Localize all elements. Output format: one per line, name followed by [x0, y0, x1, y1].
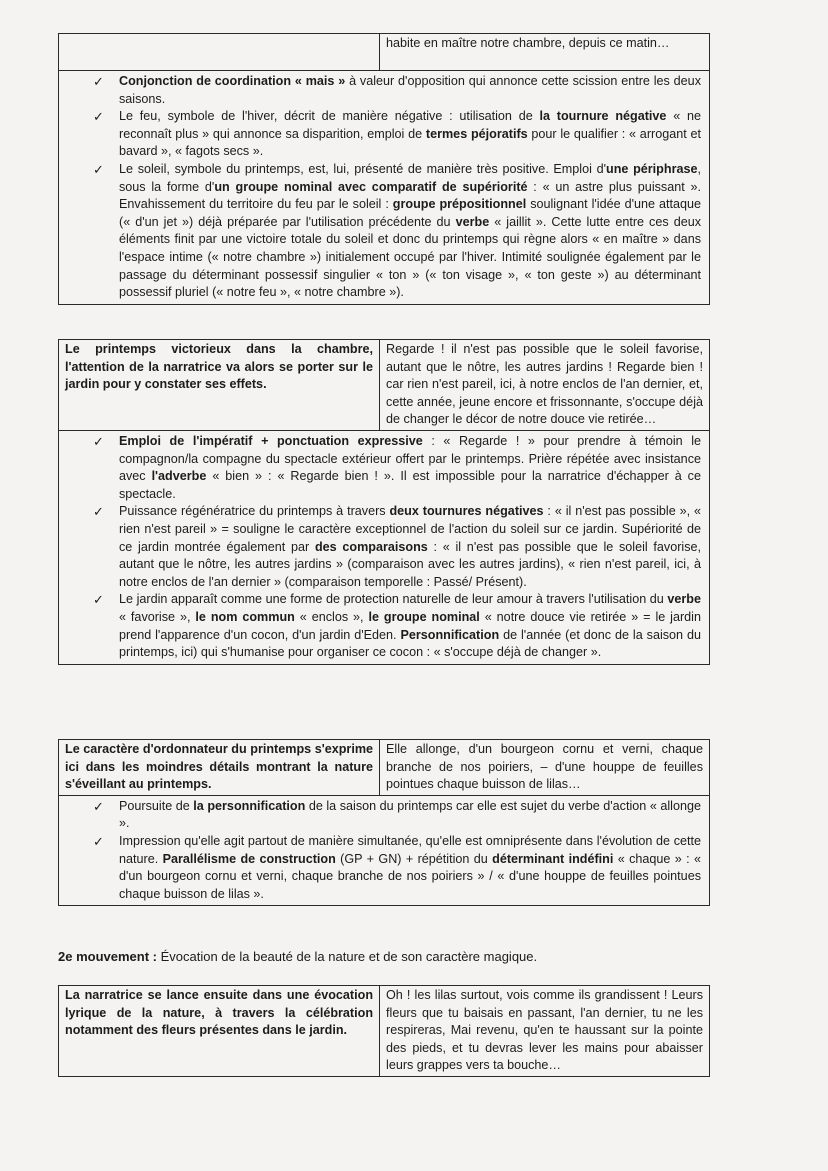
analysis-list: [59, 71, 709, 304]
check-icon: ✓: [93, 833, 104, 849]
section-label: 2e mouvement :: [58, 949, 157, 964]
analysis-text: : « un astre plus puissant ». Envahissement du territoire du feu par le soleil :: [119, 179, 701, 212]
analysis-list: [59, 796, 709, 906]
analysis-list: [59, 431, 709, 664]
emphasis-text: Emploi de l'impératif + ponctuation expressive: [119, 433, 423, 448]
emphasis-text: l'adverbe: [151, 469, 207, 484]
section-heading: [58, 948, 718, 966]
table-row: [59, 34, 709, 71]
analysis-text: , sous la forme d': [119, 161, 701, 194]
analysis-text: : « il n'est pas possible », « rien n'est pareil » = souligne le caractère exceptionnel de l'action du soleil sur ce jardin. Supériorité de ce jardin montrée également par: [119, 504, 701, 554]
analysis-text: « chaque » : « d'un bourgeon cornu et verni, chaque branche de nos poiriers » / « d'une houppe de feuilles pointues chaque buisson de lilas ».: [119, 851, 701, 901]
analysis-text: Le jardin apparaît comme une forme de protection naturelle de leur amour à travers l'utilisation du: [119, 592, 668, 607]
analysis-text: de l'année (et donc de la saison du printemps, ici) qui s'humanise pour organiser ce cocon : « s'occupe déjà de changer ».: [119, 627, 701, 660]
context-cell: [59, 34, 380, 70]
analysis-item: [93, 73, 701, 108]
analysis-text: soulignant l'idée d'une attaque (« d'un jet ») déjà préparée par l'utilisation précédente du: [119, 197, 701, 229]
analysis-item: [93, 433, 701, 503]
emphasis-text: des comparaisons: [314, 539, 428, 554]
quote-cell: Elle allonge, d'un bourgeon cornu et verni, chaque branche de nos poiriers, – d'une houppe de feuilles pointues chaque buisson de lilas…: [386, 742, 703, 792]
analysis-item: [93, 591, 701, 661]
analysis-text: Le feu, symbole de l'hiver, décrit de manière négative : utilisation de: [119, 109, 540, 124]
emphasis-text: la personnification: [193, 798, 306, 813]
analysis-item: [93, 798, 701, 833]
analysis-text: de la saison du printemps car elle est sujet du verbe d'action « allonge ».: [119, 798, 701, 831]
emphasis-text: Conjonction de coordination « mais »: [119, 74, 350, 88]
emphasis-text: Parallélisme de construction: [162, 851, 336, 866]
analysis-text: (GP + GN) + répétition du: [335, 851, 493, 866]
context-cell: Le printemps victorieux dans la chambre, l'attention de la narratrice va alors se porter sur le jardin pour y constater ses effets.: [59, 340, 380, 430]
analysis-text: : « il n'est pas possible que le soleil favorise, autant que le nôtre, les autres jardins » (comparaison avec les autres jardins), « rien n'est pareil, ici, à notre enclos de l'an dernier » (comparaison temporelle : Passé/ Présent).: [119, 539, 702, 589]
check-icon: ✓: [93, 161, 104, 177]
analysis-item: [93, 108, 701, 161]
emphasis-text: deux tournures négatives: [389, 504, 544, 519]
emphasis-text: groupe prépositionnel: [392, 197, 527, 212]
check-icon: ✓: [93, 74, 104, 89]
emphasis-text: verbe: [667, 592, 701, 607]
section-title: Évocation de la beauté de la nature et de son caractère magique.: [156, 949, 538, 964]
context-cell: La narratrice se lance ensuite dans une évocation lyrique de la nature, à travers la célébration notamment des fleurs présentes dans le jardin.: [59, 986, 380, 1076]
table-row: [59, 986, 709, 1076]
analysis-text: à valeur d'opposition qui annonce cette scission entre les deux saisons.: [119, 74, 701, 106]
analysis-text: « ne reconnaît plus » qui annonce sa disparition, emploi de: [119, 109, 701, 141]
emphasis-text: le nom commun: [195, 609, 295, 624]
check-icon: ✓: [93, 798, 104, 814]
analysis-table-part-1: [58, 33, 710, 305]
emphasis-text: le groupe nominal: [368, 609, 480, 624]
analysis-text: pour le qualifier : « arrogant et bavard », « fagots secs ».: [119, 126, 701, 159]
emphasis-text: termes péjoratifs: [425, 126, 528, 141]
analysis-text: « bien » : « Regarde bien ! ». Il est impossible pour la narratrice d'échapper à ce spectacle.: [119, 469, 701, 501]
analysis-item: [93, 833, 701, 903]
quote-cell: Regarde ! il n'est pas possible que le soleil favorise, autant que le nôtre, les autres jardins ! Regarde bien ! car rien n'est pareil, ici, à notre enclos de l'an dernier, et, cette année, jeune encore et frissonnante, s'occupe déjà de changer le décor de notre douce vie retirée…: [386, 342, 703, 427]
quote-cell: Oh ! les lilas surtout, vois comme ils grandissent ! Leurs fleurs que tu baisais en passant, l'an dernier, tu ne les respireras, Mai revenu, qu'en te haussant sur la pointe des pieds, et tu devras lever les mains pour abaisser leurs grappes vers ta bouche…: [386, 988, 703, 1073]
check-icon: ✓: [93, 504, 104, 520]
analysis-item: [93, 503, 702, 591]
analysis-text: : « Regarde ! » pour prendre à témoin le compagnon/la compagne du spectacle extérieur offert par le printemps. Prière répétée avec insistance avec: [119, 433, 701, 484]
analysis-item: [93, 161, 701, 302]
emphasis-text: verbe: [455, 214, 490, 229]
analysis-text: « favorise »,: [119, 609, 196, 624]
analysis-text: « jaillit ». Cette lutte entre ces deux éléments finit par une victoire totale du soleil et donc du printemps qui règne alors « en maître » dans l'espace intime (« notre chambre ») initialement occupé par l'hiver. Intimité soulignée également par le passage du déterminant possessif singulier « ton » (« ton visage », « ton geste ») au déterminant possessif pluriel (« notre feu », « notre chambre »).: [119, 214, 701, 300]
quote-cell: habite en maître notre chambre, depuis ce matin…: [386, 36, 670, 50]
check-icon: ✓: [93, 433, 104, 449]
analysis-text: Poursuite de: [119, 798, 194, 813]
table-row: [59, 340, 709, 431]
emphasis-text: déterminant indéfini: [492, 851, 614, 866]
analysis-text: « notre douce vie retirée » = le jardin prend l'apparence d'un cocon, d'un jardin d'Eden.: [119, 609, 701, 642]
table-row: [59, 740, 709, 796]
analysis-text: « enclos »,: [294, 609, 369, 624]
analysis-table-part-4: [58, 985, 710, 1077]
emphasis-text: Personnification: [400, 627, 500, 642]
analysis-text: Le soleil, symbole du printemps, est, lui, présenté de manière très positive. Emploi d': [119, 161, 606, 176]
analysis-table-part-3: [58, 739, 710, 906]
emphasis-text: une périphrase: [606, 161, 698, 176]
emphasis-text: la tournure négative: [539, 109, 667, 124]
context-cell: Le caractère d'ordonnateur du printemps s'exprime ici dans les moindres détails montrant la nature s'éveillant au printemps.: [59, 740, 380, 795]
analysis-table-part-2: [58, 339, 710, 665]
check-icon: ✓: [93, 592, 104, 608]
check-icon: ✓: [93, 109, 104, 125]
analysis-text: Puissance régénératrice du printemps à travers: [119, 504, 390, 519]
emphasis-text: un groupe nominal avec comparatif de supériorité: [214, 179, 528, 194]
analysis-text: Impression qu'elle agit partout de manière simultanée, qu'elle est omniprésente dans l'évolution de cette nature.: [119, 833, 701, 866]
